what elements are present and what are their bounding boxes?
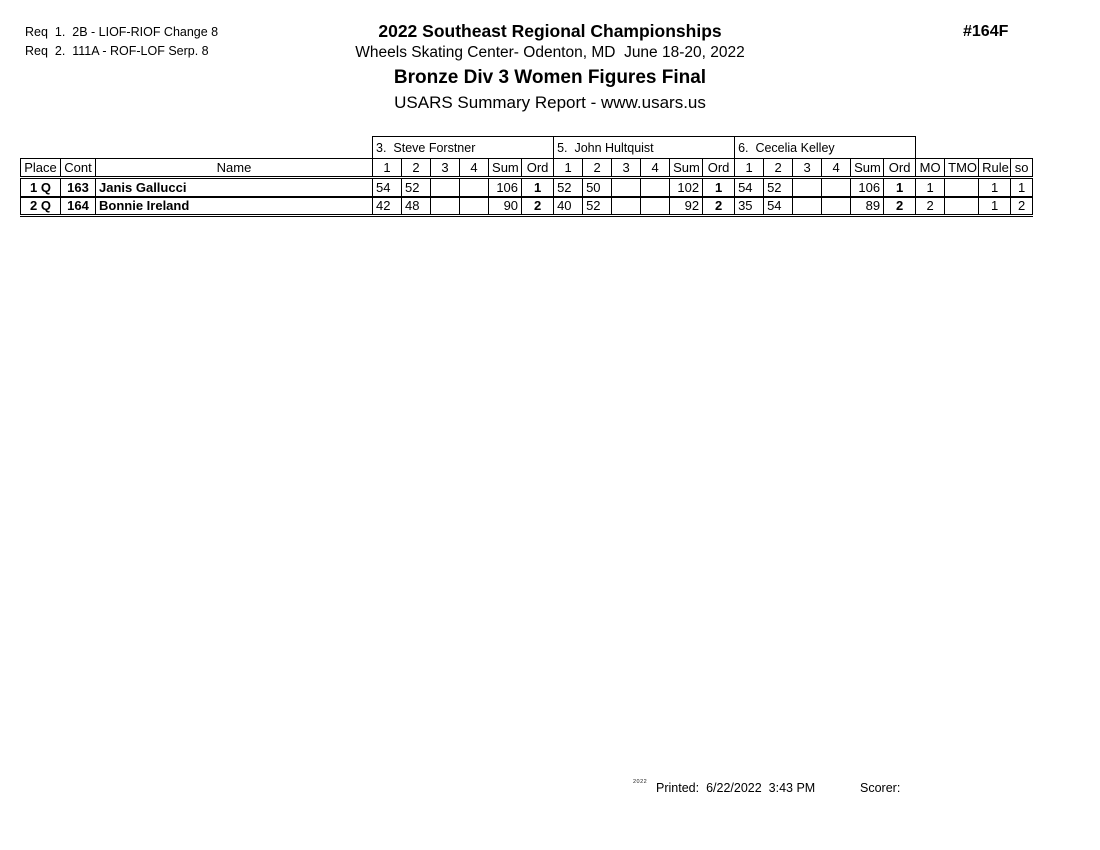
col-header-score3: 3	[431, 159, 460, 178]
requirement-line-2: Req 2. 111A - ROF-LOF Serp. 8	[25, 44, 209, 58]
score-cell	[641, 197, 670, 216]
score-cell: 54	[735, 178, 764, 197]
venue-date-line: Wheels Skating Center- Odenton, MD June 18-20, 2022	[355, 44, 745, 61]
col-header-score3: 3	[612, 159, 641, 178]
col-header-mo: MO	[916, 159, 945, 178]
printed-timestamp: 6/22/2022 3:43 PM	[706, 781, 816, 795]
contestant-number-cell: 163	[61, 178, 96, 197]
requirement-line-1: Req 1. 2B - LIOF-RIOF Change 8	[25, 25, 219, 39]
col-header-sum: Sum	[851, 159, 884, 178]
sum-cell: 89	[851, 197, 884, 216]
report-type-line: USARS Summary Report - www.usars.us	[394, 93, 706, 112]
col-header-score2: 2	[583, 159, 612, 178]
score-cell: 48	[402, 197, 431, 216]
score-cell	[641, 178, 670, 197]
sum-cell: 106	[851, 178, 884, 197]
col-header-score4: 4	[460, 159, 489, 178]
sum-cell: 90	[489, 197, 522, 216]
sum-cell: 102	[670, 178, 703, 197]
score-cell: 54	[373, 178, 402, 197]
col-header-score3: 3	[793, 159, 822, 178]
col-header-ord: Ord	[703, 159, 735, 178]
score-cell: 42	[373, 197, 402, 216]
tmo-cell	[945, 197, 979, 216]
score-cell	[612, 197, 641, 216]
score-cell	[793, 178, 822, 197]
col-header-cont: Cont	[61, 159, 96, 178]
col-header-score1: 1	[735, 159, 764, 178]
ord-cell: 2	[522, 197, 554, 216]
version-mark: 2022	[633, 779, 648, 785]
ord-cell: 1	[522, 178, 554, 197]
ord-cell: 1	[703, 178, 735, 197]
judge-name-1: 3. Steve Forstner	[373, 137, 554, 159]
col-header-ord: Ord	[884, 159, 916, 178]
mo-cell: 1	[916, 178, 945, 197]
result-row-2	[21, 197, 1033, 216]
score-cell: 52	[554, 178, 583, 197]
score-cell: 52	[764, 178, 793, 197]
rule-cell: 1	[979, 178, 1011, 197]
score-cell: 35	[735, 197, 764, 216]
result-row-1	[21, 178, 1033, 197]
col-header-score1: 1	[373, 159, 402, 178]
championship-title: 2022 Southeast Regional Championships	[378, 21, 722, 41]
judge-row-left-spacer	[21, 137, 373, 159]
ord-cell: 2	[703, 197, 735, 216]
ord-cell: 1	[884, 178, 916, 197]
score-cell	[431, 197, 460, 216]
col-header-score2: 2	[764, 159, 793, 178]
event-number: #164F	[963, 23, 1009, 40]
column-header-row	[21, 159, 1033, 178]
scorer-label: Scorer:	[860, 781, 901, 795]
score-cell	[822, 197, 851, 216]
col-header-name: Name	[96, 159, 373, 178]
col-header-score2: 2	[402, 159, 431, 178]
score-cell: 50	[583, 178, 612, 197]
score-cell	[460, 197, 489, 216]
score-cell	[822, 178, 851, 197]
skater-name-cell: Janis Gallucci	[96, 178, 373, 197]
sum-cell: 106	[489, 178, 522, 197]
place-cell: 1 Q	[21, 178, 61, 197]
tmo-cell	[945, 178, 979, 197]
judge-header-row	[21, 137, 1033, 159]
judge-name-3: 6. Cecelia Kelley	[735, 137, 916, 159]
score-cell: 52	[583, 197, 612, 216]
printed-line	[656, 781, 815, 795]
mo-cell: 2	[916, 197, 945, 216]
col-header-ord: Ord	[522, 159, 554, 178]
event-title: Bronze Div 3 Women Figures Final	[393, 67, 707, 88]
title-block	[0, 20, 1100, 114]
score-cell	[612, 178, 641, 197]
col-header-rule: Rule	[979, 159, 1011, 178]
ord-cell: 2	[884, 197, 916, 216]
score-cell	[460, 178, 489, 197]
printed-label: Printed:	[656, 781, 700, 795]
col-header-score4: 4	[822, 159, 851, 178]
results-table	[20, 136, 1033, 217]
score-cell	[431, 178, 460, 197]
col-header-sum: Sum	[670, 159, 703, 178]
col-header-so: so	[1011, 159, 1033, 178]
score-cell: 54	[764, 197, 793, 216]
skater-name-cell: Bonnie Ireland	[96, 197, 373, 216]
col-header-tmo: TMO	[945, 159, 979, 178]
judge-name-2: 5. John Hultquist	[554, 137, 735, 159]
score-cell	[793, 197, 822, 216]
so-cell: 2	[1011, 197, 1033, 216]
score-cell: 52	[402, 178, 431, 197]
col-header-score4: 4	[641, 159, 670, 178]
rule-cell: 1	[979, 197, 1011, 216]
contestant-number-cell: 164	[61, 197, 96, 216]
col-header-score1: 1	[554, 159, 583, 178]
place-cell: 2 Q	[21, 197, 61, 216]
sum-cell: 92	[670, 197, 703, 216]
score-cell: 40	[554, 197, 583, 216]
col-header-place: Place	[21, 159, 61, 178]
so-cell: 1	[1011, 178, 1033, 197]
col-header-sum: Sum	[489, 159, 522, 178]
judge-row-right-spacer	[916, 137, 1033, 159]
